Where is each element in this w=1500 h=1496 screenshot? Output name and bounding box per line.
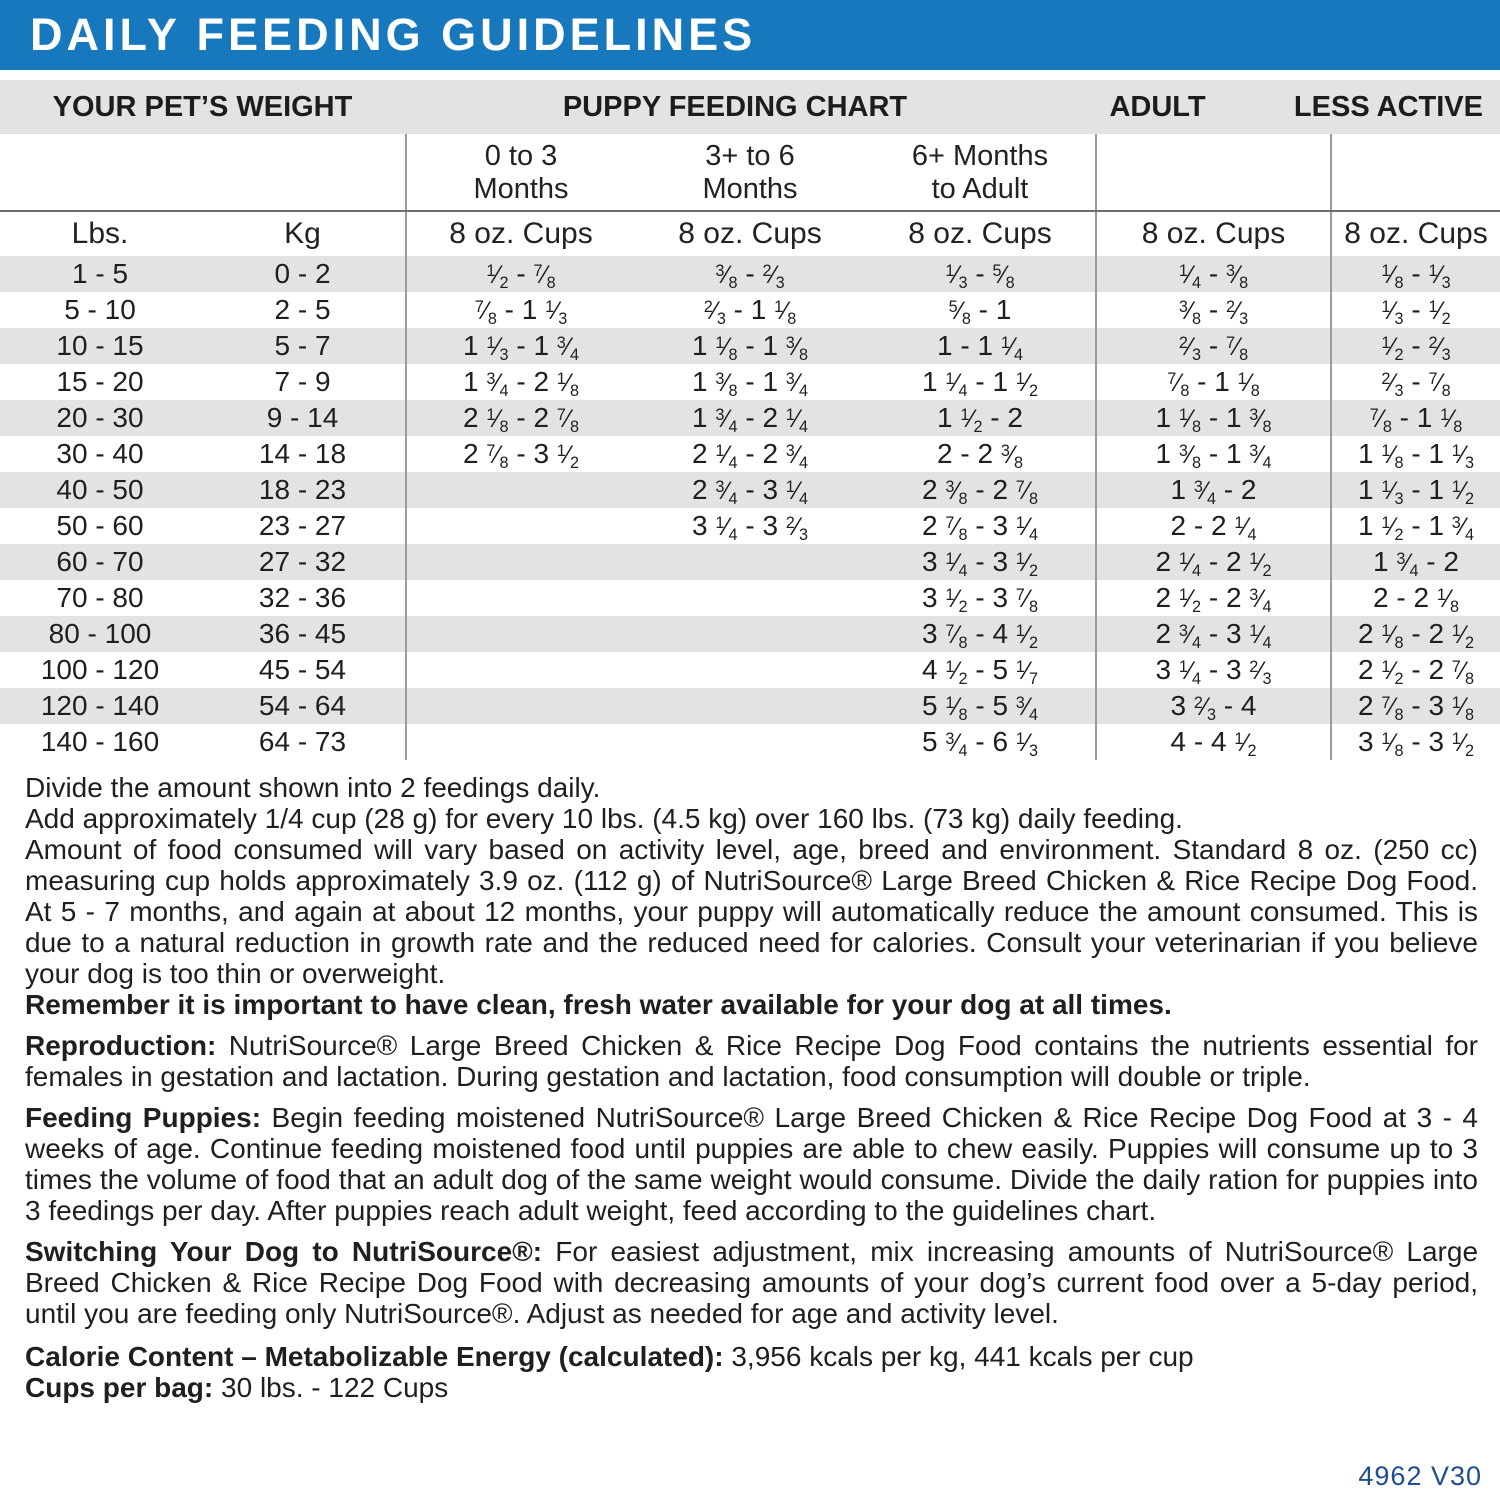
puppy-6-adult-cell: $^1$⁄3 - $^5$⁄8 (945, 258, 1015, 292)
puppy-0-3-cell: 1 $^1$⁄3 - 1 $^3$⁄4 (405, 328, 635, 364)
label-version-code: 4962 V30 (1358, 1461, 1482, 1491)
adult-cell: 1 $^1$⁄8 - 1 $^3$⁄8 (1095, 400, 1330, 436)
section-switching: Switching Your Dog to NutriSource®: For easiest adjustment, mix increasing amounts of NutriSource® Large Breed Chicken & Rice Recipe Dog Food with decreasing amounts of your dog’s current food over a 5-day period, until you are feeding only NutriSource®. Adjust as needed for age and activity level. (25, 1236, 1479, 1329)
puppy-3-6-cell (635, 652, 865, 688)
table-row (0, 292, 1500, 328)
table-row (0, 256, 1500, 292)
adult-cell: 3 $^2$⁄3 - 4 (1095, 688, 1330, 724)
less-active-cell: $^1$⁄3 - $^1$⁄2 (1330, 292, 1500, 328)
less-active-cell: 3 $^1$⁄8 - 3 $^1$⁄2 (1330, 724, 1500, 760)
weight-lbs-cell: 5 - 10 (64, 294, 136, 325)
note-amount: Amount of food consumed will vary based on activity level, age, breed and environment. Standard 8 oz. (250 cc) measuring cup holds approximately 3.9 oz. (112 g) of NutriSource® Large Breed Chicken & Rice Recipe Dog Food. At 5 - 7 months, and again at about 12 months, your puppy will automatically reduce the amount consumed. This is due to a natural reduction in growth rate and the reduced need for calories. Consult your veterinarian if you believe your dog is too thin or overweight. (25, 834, 1478, 989)
units-kg: Kg (284, 217, 321, 250)
weight-kg-cell: 5 - 7 (274, 330, 331, 361)
table-row (0, 508, 1500, 544)
weight-lbs-cell: 10 - 15 (56, 330, 144, 361)
less-active-cell: $^7$⁄8 - 1 $^1$⁄8 (1330, 400, 1500, 436)
weight-lbs-cell: 140 - 160 (40, 726, 160, 757)
section-lead: Switching Your Dog to NutriSource®: (25, 1236, 543, 1267)
section-reproduction: Reproduction: NutriSource® Large Breed Chicken & Rice Recipe Dog Food contains the nutrients essential for females in gestation and lactation. During gestation and lactation, food consumption will double or triple. (25, 1030, 1478, 1092)
section-lead: Feeding Puppies: (25, 1102, 262, 1133)
less-active-cell: 1 $^1$⁄8 - 1 $^1$⁄3 (1330, 436, 1500, 472)
adult-cell: $^3$⁄8 - $^2$⁄3 (1095, 292, 1330, 328)
units-cups-4: 8 oz. Cups (1095, 212, 1330, 256)
adult-cell: $^7$⁄8 - 1 $^1$⁄8 (1095, 364, 1330, 400)
weight-lbs-cell: 100 - 120 (40, 654, 160, 685)
adult-cell: 2 - 2 $^1$⁄4 (1095, 508, 1330, 544)
page-title: DAILY FEEDING GUIDELINES (0, 0, 1500, 70)
units-cups-2: 8 oz. Cups (678, 217, 822, 250)
puppy-6-adult-cell: 1 $^1$⁄4 - 1 $^1$⁄2 (922, 366, 1038, 400)
section-calorie-content: Calorie Content – Metabolizable Energy (calculated): 3,956 kcals per kg, 441 kcals per cup (25, 1341, 1194, 1372)
weight-lbs-cell: 60 - 70 (56, 546, 144, 577)
less-active-cell: 2 $^7$⁄8 - 3 $^1$⁄8 (1330, 688, 1500, 724)
adult-cell: 2 $^3$⁄4 - 3 $^1$⁄4 (1095, 616, 1330, 652)
table-row (0, 364, 1500, 400)
table-row (0, 616, 1500, 652)
puppy-6-adult-cell: 2 $^3$⁄8 - 2 $^7$⁄8 (922, 474, 1038, 508)
adult-cell: 2 $^1$⁄4 - 2 $^1$⁄2 (1095, 544, 1330, 580)
puppy-3-6-cell: 2 $^1$⁄4 - 2 $^3$⁄4 (692, 438, 808, 472)
units-cups-3: 8 oz. Cups (908, 217, 1052, 250)
puppy-0-3-cell: $^1$⁄2 - $^7$⁄8 (405, 256, 635, 292)
note-divide: Divide the amount shown into 2 feedings daily. (25, 772, 601, 803)
feeding-table-body (0, 256, 1500, 760)
less-active-cell: 1 $^3$⁄4 - 2 (1330, 544, 1500, 580)
weight-kg-cell: 2 - 5 (274, 294, 331, 325)
table-units-row (0, 210, 1500, 256)
puppy-6-adult-cell: 4 $^1$⁄2 - 5 $^1$⁄7 (922, 654, 1038, 688)
weight-kg-cell: 32 - 36 (258, 582, 347, 613)
weight-kg-cell: 36 - 45 (258, 618, 347, 649)
weight-kg-cell: 23 - 27 (258, 510, 347, 541)
table-group-header-band (0, 80, 1500, 134)
puppy-0-3-cell: 1 $^3$⁄4 - 2 $^1$⁄8 (405, 364, 635, 400)
note-water: Remember it is important to have clean, fresh water available for your dog at all times. (25, 989, 1172, 1020)
weight-lbs-cell: 80 - 100 (48, 618, 152, 649)
puppy-0-3-cell (405, 652, 635, 688)
subheader-6-months-adult: 6+ Months to Adult (911, 140, 1049, 205)
weight-lbs-cell: 40 - 50 (56, 474, 144, 505)
weight-kg-cell: 14 - 18 (258, 438, 347, 469)
puppy-0-3-cell (405, 616, 635, 652)
puppy-6-adult-cell: 5 $^1$⁄8 - 5 $^3$⁄4 (922, 690, 1038, 724)
puppy-0-3-cell (405, 508, 635, 544)
puppy-6-adult-cell: 2 - 2 $^3$⁄8 (937, 438, 1023, 472)
puppy-3-6-cell: $^2$⁄3 - 1 $^1$⁄8 (703, 294, 797, 328)
table-row (0, 472, 1500, 508)
table-row (0, 436, 1500, 472)
adult-cell: $^1$⁄4 - $^3$⁄8 (1095, 256, 1330, 292)
weight-kg-cell: 27 - 32 (258, 546, 347, 577)
units-lbs: Lbs. (71, 217, 129, 250)
puppy-0-3-cell: 2 $^1$⁄8 - 2 $^7$⁄8 (405, 400, 635, 436)
puppy-6-adult-cell: 3 $^7$⁄8 - 4 $^1$⁄2 (922, 618, 1038, 652)
section-lead: Calorie Content – Metabolizable Energy (calculated): (25, 1341, 724, 1372)
less-active-cell: 2 $^1$⁄2 - 2 $^7$⁄8 (1330, 652, 1500, 688)
weight-kg-cell: 0 - 2 (274, 258, 331, 289)
section-lead: Cups per bag: (25, 1372, 214, 1403)
weight-lbs-cell: 1 - 5 (71, 258, 129, 289)
puppy-6-adult-cell: 5 $^3$⁄4 - 6 $^1$⁄3 (922, 726, 1038, 760)
less-active-cell: $^2$⁄3 - $^7$⁄8 (1330, 364, 1500, 400)
less-active-cell: 1 $^1$⁄3 - 1 $^1$⁄2 (1330, 472, 1500, 508)
weight-lbs-cell: 70 - 80 (56, 582, 144, 613)
table-row (0, 328, 1500, 364)
puppy-3-6-cell (635, 688, 865, 724)
puppy-6-adult-cell: $^5$⁄8 - 1 (948, 294, 1012, 328)
group-header-puppy-chart: PUPPY FEEDING CHART (562, 91, 908, 123)
puppy-0-3-cell: $^7$⁄8 - 1 $^1$⁄3 (405, 292, 635, 328)
puppy-3-6-cell: 1 $^1$⁄8 - 1 $^3$⁄8 (692, 330, 808, 364)
subheader-3-6-months: 3+ to 6 Months (702, 140, 798, 205)
weight-lbs-cell: 20 - 30 (56, 402, 144, 433)
puppy-0-3-cell (405, 688, 635, 724)
weight-kg-cell: 9 - 14 (266, 402, 339, 433)
adult-cell: 2 $^1$⁄2 - 2 $^3$⁄4 (1095, 580, 1330, 616)
puppy-3-6-cell: 1 $^3$⁄4 - 2 $^1$⁄4 (692, 402, 808, 436)
weight-kg-cell: 18 - 23 (258, 474, 347, 505)
table-row (0, 400, 1500, 436)
puppy-3-6-cell (635, 544, 865, 580)
note-add: Add approximately 1/4 cup (28 g) for every 10 lbs. (4.5 kg) over 160 lbs. (73 kg) daily feeding. (25, 803, 1183, 834)
group-header-less-active: LESS ACTIVE (1293, 91, 1483, 123)
section-feeding-puppies: Feeding Puppies: Begin feeding moistened NutriSource® Large Breed Chicken & Rice Recipe Dog Food at 3 - 4 weeks of age. Continue feeding moistened food until puppies are able to chew easily. Puppies will consume up to 3 times the volume of food that an adult dog of the same weight would consume. Divide the daily ration for puppies into 3 feedings per day. After puppies reach adult weight, feed according to the guidelines chart. (25, 1102, 1478, 1226)
puppy-3-6-cell (635, 580, 865, 616)
group-header-pet-weight: YOUR PET’S WEIGHT (52, 91, 353, 123)
table-row (0, 688, 1500, 724)
units-cups-5: 8 oz. Cups (1330, 212, 1500, 256)
puppy-0-3-cell (405, 580, 635, 616)
puppy-6-adult-cell: 2 $^7$⁄8 - 3 $^1$⁄4 (922, 510, 1038, 544)
puppy-0-3-cell (405, 472, 635, 508)
puppy-6-adult-cell: 3 $^1$⁄2 - 3 $^7$⁄8 (922, 582, 1038, 616)
less-active-cell: 2 - 2 $^1$⁄8 (1330, 580, 1500, 616)
section-cups-per-bag: Cups per bag: 30 lbs. - 122 Cups (25, 1372, 449, 1403)
puppy-0-3-cell (405, 544, 635, 580)
puppy-6-adult-cell: 3 $^1$⁄4 - 3 $^1$⁄2 (922, 546, 1038, 580)
table-row (0, 580, 1500, 616)
less-active-cell: $^1$⁄2 - $^2$⁄3 (1330, 328, 1500, 364)
weight-kg-cell: 7 - 9 (274, 366, 331, 397)
weight-kg-cell: 64 - 73 (258, 726, 347, 757)
puppy-0-3-cell: 2 $^7$⁄8 - 3 $^1$⁄2 (405, 436, 635, 472)
label-text-content (0, 760, 1500, 1403)
weight-lbs-cell: 15 - 20 (56, 366, 144, 397)
less-active-cell: 2 $^1$⁄8 - 2 $^1$⁄2 (1330, 616, 1500, 652)
adult-cell: 1 $^3$⁄4 - 2 (1095, 472, 1330, 508)
puppy-3-6-cell (635, 616, 865, 652)
units-cups-1: 8 oz. Cups (405, 212, 635, 256)
puppy-6-adult-cell: 1 $^1$⁄2 - 2 (936, 402, 1023, 436)
weight-kg-cell: 45 - 54 (258, 654, 347, 685)
puppy-3-6-cell: 3 $^1$⁄4 - 3 $^2$⁄3 (692, 510, 808, 544)
less-active-cell: 1 $^1$⁄2 - 1 $^3$⁄4 (1330, 508, 1500, 544)
subheader-0-3-months: 0 to 3 Months (405, 134, 635, 210)
section-lead: Reproduction: (25, 1030, 217, 1061)
adult-cell: 4 - 4 $^1$⁄2 (1095, 724, 1330, 760)
puppy-3-6-cell: 2 $^3$⁄4 - 3 $^1$⁄4 (692, 474, 808, 508)
weight-kg-cell: 54 - 64 (258, 690, 347, 721)
table-row (0, 724, 1500, 760)
puppy-6-adult-cell: 1 - 1 $^1$⁄4 (937, 330, 1023, 364)
weight-lbs-cell: 50 - 60 (56, 510, 144, 541)
table-row (0, 652, 1500, 688)
adult-cell: $^2$⁄3 - $^7$⁄8 (1095, 328, 1330, 364)
puppy-3-6-cell (635, 724, 865, 760)
table-subheader-row (0, 134, 1500, 210)
group-header-adult: ADULT (1109, 91, 1206, 123)
adult-cell: 1 $^3$⁄8 - 1 $^3$⁄4 (1095, 436, 1330, 472)
weight-lbs-cell: 120 - 140 (40, 690, 160, 721)
table-row (0, 544, 1500, 580)
puppy-0-3-cell (405, 724, 635, 760)
puppy-3-6-cell: $^3$⁄8 - $^2$⁄3 (715, 258, 785, 292)
less-active-cell: $^1$⁄8 - $^1$⁄3 (1330, 256, 1500, 292)
adult-cell: 3 $^1$⁄4 - 3 $^2$⁄3 (1095, 652, 1330, 688)
weight-lbs-cell: 30 - 40 (56, 438, 144, 469)
puppy-3-6-cell: 1 $^3$⁄8 - 1 $^3$⁄4 (692, 366, 808, 400)
